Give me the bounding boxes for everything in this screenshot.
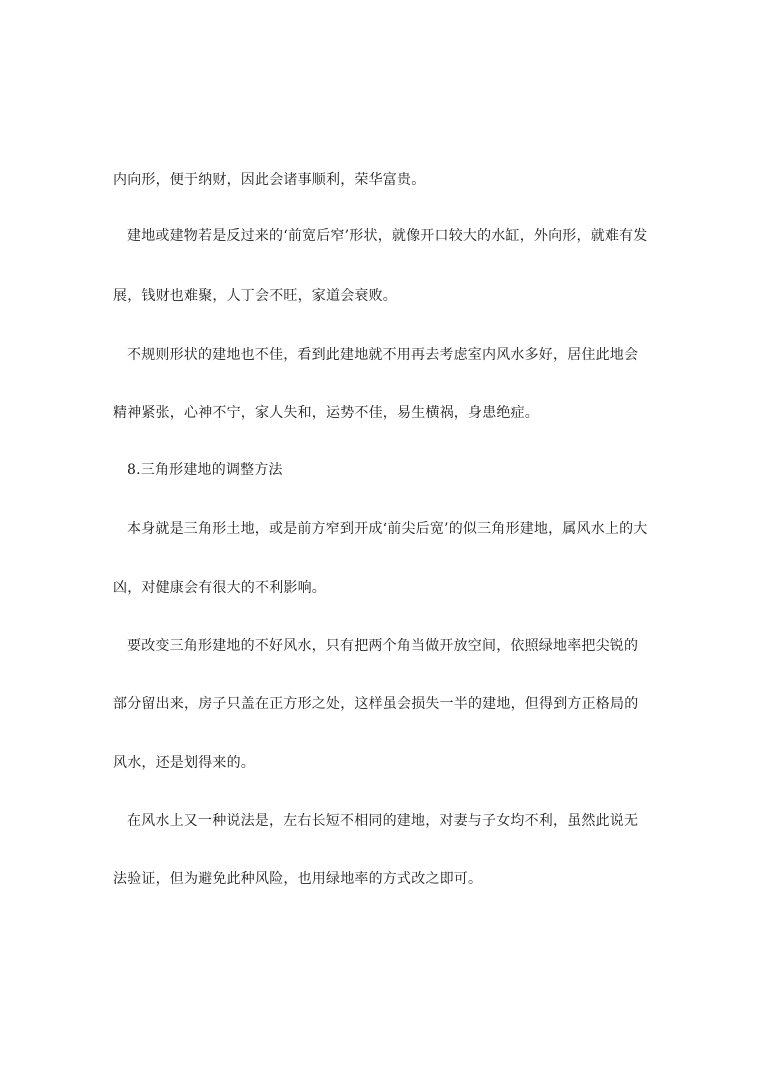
- text-line-1: 内向形，便于纳财，因此会诸事顺利，荣华富贵。: [113, 172, 426, 188]
- paragraph-3-line-1: 本身就是三角形土地，或是前方窄到开成‘前尖后宽’的似三角形建地，属风水上的大: [127, 521, 648, 537]
- paragraph-2-line-2: 精神紧张，心神不宁，家人失和，运势不佳，易生横祸，身患绝症。: [113, 405, 539, 421]
- paragraph-4-line-2: 部分留出来，房子只盖在正方形之处，这样虽会损失一半的建地，但得到方正格局的: [113, 696, 639, 712]
- paragraph-4-line-3: 风水，还是划得来的。: [113, 755, 255, 771]
- paragraph-2-line-1: 不规则形状的建地也不佳，看到此建地就不用再去考虑室内风水多好，居住此地会: [127, 347, 639, 363]
- paragraph-1-line-1: 建地或建物若是反过来的‘前宽后窄’形状，就像开口较大的水缸，外向形，就难有发: [127, 228, 648, 244]
- paragraph-5-line-1: 在风水上又一种说法是，左右长短不相同的建地，对妻与子女均不利，虽然此说无: [127, 813, 639, 829]
- paragraph-4-line-1: 要改变三角形建地的不好风水，只有把两个角当做开放空间，依照绿地率把尖锐的: [127, 638, 639, 654]
- paragraph-1-line-2: 展，钱财也难聚，人丁会不旺，家道会衰败。: [113, 288, 397, 304]
- paragraph-5-line-2: 法验证，但为避免此种风险，也用绿地率的方式改之即可。: [113, 871, 483, 887]
- paragraph-3-line-2: 凶，对健康会有很大的不利影响。: [113, 580, 326, 596]
- section-heading: 8.三角形建地的调整方法: [127, 462, 283, 478]
